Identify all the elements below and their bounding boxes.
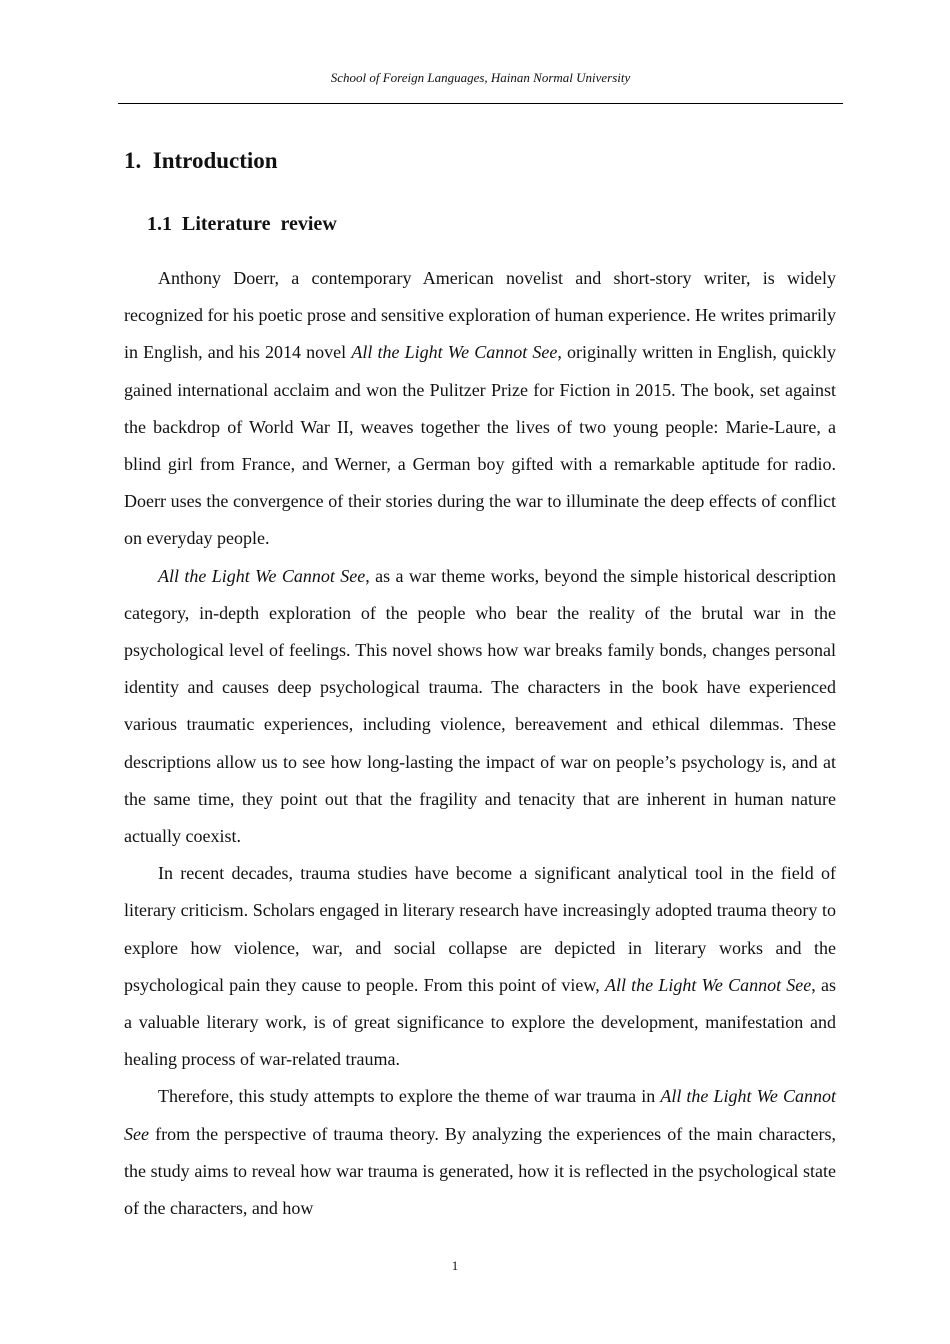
- paragraph-2: [124, 558, 836, 856]
- paragraph-3: [124, 855, 836, 1078]
- body-text: [124, 260, 836, 1227]
- running-header: School of Foreign Languages, Hainan Normal University: [330, 70, 631, 85]
- paragraph-text: , as a valuable literary work, is of great significance to explore the development, manifestation and healing process of war-related trauma.: [124, 974, 836, 1070]
- subsection-heading: 1.1 Literature review: [147, 213, 337, 235]
- book-title: All the Light We Cannot See: [124, 1086, 836, 1144]
- page-number: 1: [451, 1258, 459, 1273]
- header-rule: [118, 103, 843, 104]
- paragraph-text: from the perspective of trauma theory. By analyzing the experiences of the main characters, the study aims to reveal how war trauma is generated, how it is reflected in the psychological state of the characters, and how: [124, 1123, 836, 1219]
- book-title: All the Light We Cannot See: [158, 565, 366, 586]
- paragraph-text: Anthony Doerr, a contemporary American novelist and short-story writer, is widely recognized for his poetic prose and sensitive exploration of human experience. He writes primarily in English, and his 2014 novel: [124, 268, 836, 363]
- section-heading: 1. Introduction: [124, 148, 278, 173]
- book-title: All the Light We Cannot See: [351, 342, 558, 363]
- paragraph-text: , as a war theme works, beyond the simple historical description category, in-depth exploration of the people who bear the reality of the brutal war in the psychological level of feelings. This novel shows how war breaks family bonds, changes personal identity and causes deep psychological trauma. The characters in the book have experienced various traumatic experiences, including violence, bereavement and ethical dilemmas. These descriptions allow us to see how long-lasting the impact of war on people’s psychology is, and at the same time, they point out that the fragility and tenacity that are inherent in human nature actually coexist.: [124, 565, 836, 847]
- paragraph-4: [124, 1078, 836, 1227]
- paragraph-1: [124, 260, 836, 558]
- paragraph-text: , originally written in English, quickly gained international acclaim and won the Pulitzer Prize for Fiction in 2015. The book, set against the backdrop of World War II, weaves together the lives of two young people: Marie-Laure, a blind girl from France, and Werner, a German boy gifted with a remarkable aptitude for radio. Doerr uses the convergence of their stories during the war to illuminate the deep effects of conflict on everyday people.: [124, 342, 836, 549]
- paragraph-text: Therefore, this study attempts to explore the theme of war trauma in: [158, 1086, 661, 1107]
- paragraph-text: In recent decades, trauma studies have become a significant analytical tool in the field of literary criticism. Scholars engaged in literary research have increasingly adopted trauma theory to explore how violence, war, and social collapse are depicted in literary works and the psychological pain they cause to people. From this point of view,: [124, 863, 836, 995]
- book-title: All the Light We Cannot See: [604, 974, 812, 995]
